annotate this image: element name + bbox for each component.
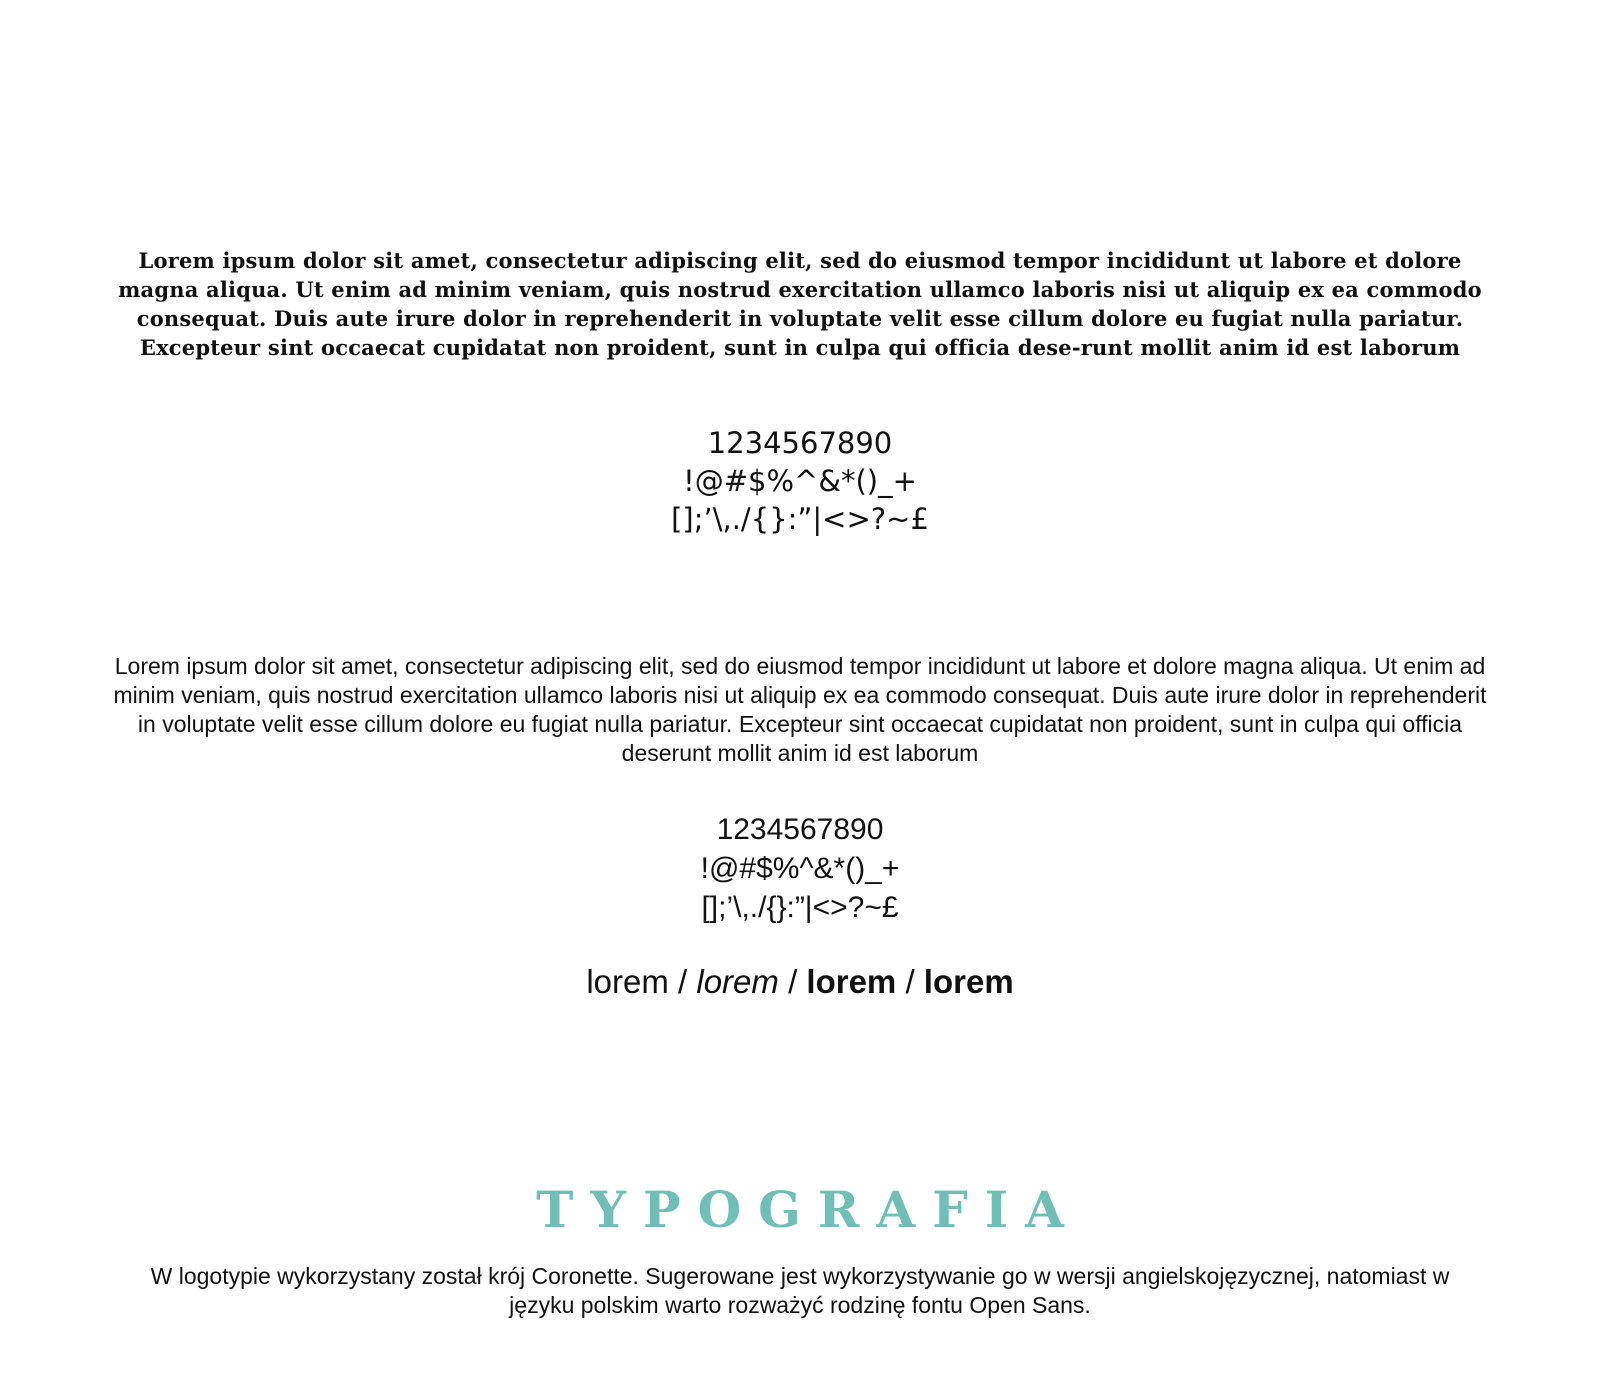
serif-sample-glyphs (0, 424, 1600, 538)
sans-symbols-row-1: !@#$%^&*()_+ (700, 852, 900, 885)
section-heading: TYPOGRAFIA (536, 1180, 1081, 1239)
weight-regular-sample: lorem (586, 963, 669, 1000)
serif-symbols-row-1: !@#$%^&*()_+ (683, 464, 917, 498)
sans-sample-paragraph: Lorem ipsum dolor sit amet, consectetur adipiscing elit, sed do eiusmod tempor incididunt ut labore et dolore magna aliqua. Ut enim ad minim veniam, quis nostrud exercitation ullamco laboris nisi ut aliquip ex ea commodo consequat. Duis aute irure dolor in reprehenderit in voluptate velit esse cillum dolore eu fugiat nulla pariatur. Excepteur sint occaecat cupidatat non proident, sunt in culpa qui officia deserunt mollit anim id est laborum (113, 653, 1487, 766)
sans-sample-glyphs (0, 810, 1600, 927)
font-weights-row (0, 962, 1600, 1002)
serif-sample-paragraph: Lorem ipsum dolor sit amet, consectetur adipiscing elit, sed do eiusmod tempor incididunt ut labore et dolore magna aliqua. Ut enim ad minim veniam, quis nostrud exercitation ullamco laboris nisi ut aliquip ex ea commodo consequat. Duis aute irure dolor in reprehenderit in voluptate velit esse cillum dolore eu fugiat nulla pariatur. Excepteur sint occaecat cupidatat non proident, sunt in culpa qui officia dese-runt mollit anim id est laborum (118, 248, 1482, 360)
section-description: W logotypie wykorzystany został krój Coronette. Sugerowane jest wykorzystywanie go w wersji angielskojęzycznej, natomiast w języku polskim warto rozważyć rodzinę fontu Open Sans. (150, 1263, 1450, 1318)
serif-digits: 1234567890 (707, 426, 893, 460)
weight-separator: / (905, 963, 915, 1000)
weight-italic-sample: lorem (696, 963, 779, 1000)
sans-symbols-row-2: [];’\,./{}:”|<>?~£ (701, 891, 899, 924)
serif-symbols-row-2: [];’\,./{}:”|<>?~£ (671, 502, 929, 536)
weight-separator: / (678, 963, 688, 1000)
weight-semibold-sample: lorem (806, 963, 897, 1000)
weight-bold-sample: lorem (923, 963, 1014, 1000)
weight-separator: / (788, 963, 798, 1000)
sans-digits: 1234567890 (716, 813, 884, 846)
